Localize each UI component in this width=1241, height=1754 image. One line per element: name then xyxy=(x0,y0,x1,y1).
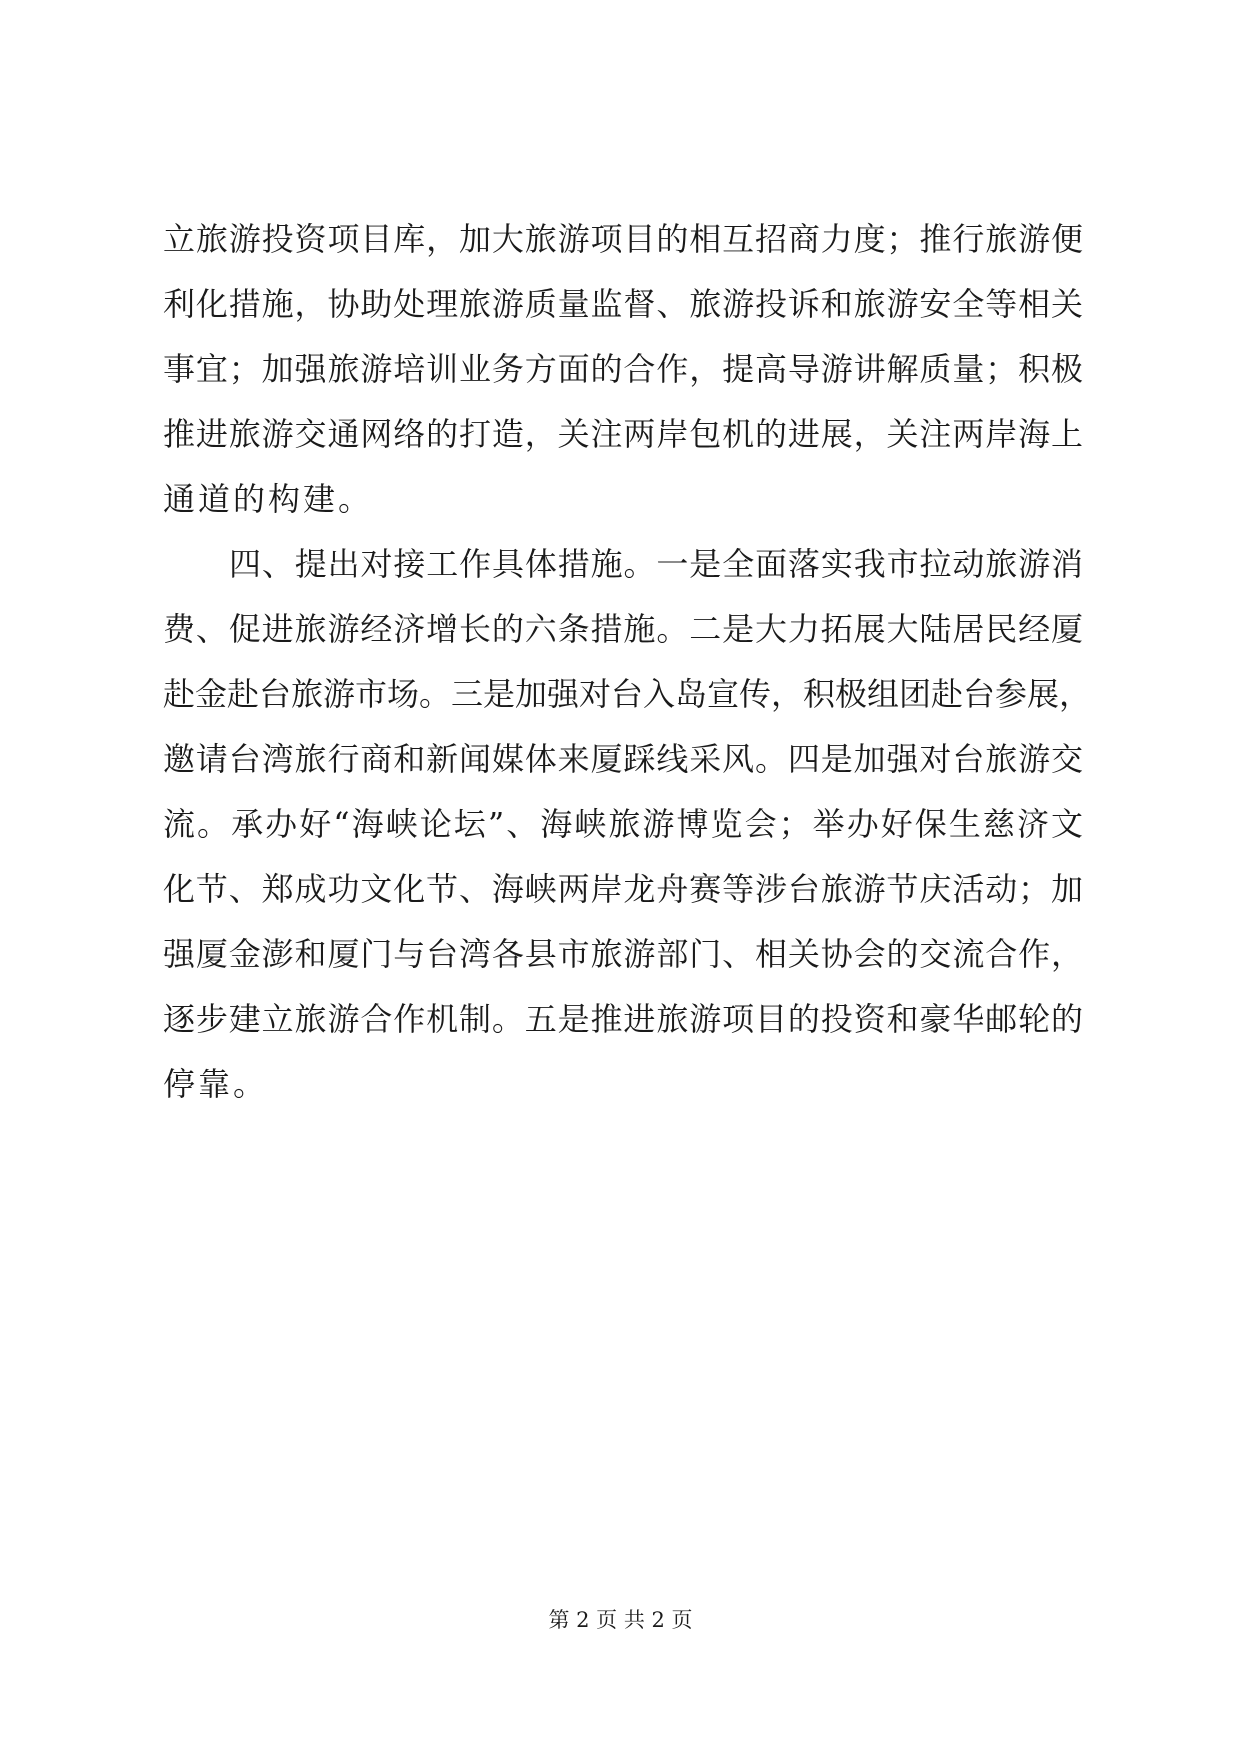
text-line: 立旅游投资项目库，加大旅游项目的相互招商力度；推行旅游便 xyxy=(163,220,1083,258)
page-number-footer: 第 2 页 共 2 页 xyxy=(548,1608,693,1632)
text-line: 推进旅游交通网络的打造，关注两岸包机的进展，关注两岸海上 xyxy=(163,415,1083,453)
text-line: 强厦金澎和厦门与台湾各县市旅游部门、相关协会的交流合作， xyxy=(163,935,1083,973)
text-line: 通道的构建。 xyxy=(163,480,374,518)
text-line: 利化措施，协助处理旅游质量监督、旅游投诉和旅游安全等相关 xyxy=(163,285,1083,323)
text-line: 化节、郑成功文化节、海峡两岸龙舟赛等涉台旅游节庆活动；加 xyxy=(163,870,1083,908)
paragraph-1 xyxy=(163,207,1083,532)
text-line: 停靠。 xyxy=(163,1065,269,1103)
paragraph-2 xyxy=(163,532,1092,1117)
text-line: 四、提出对接工作具体措施。一是全面落实我市拉动旅游消 xyxy=(229,545,1083,583)
text-line: 事宜；加强旅游培训业务方面的合作，提高导游讲解质量；积极 xyxy=(163,350,1083,388)
text-line: 逐步建立旅游合作机制。五是推进旅游项目的投资和豪华邮轮的 xyxy=(163,1000,1083,1038)
text-line: 赴金赴台旅游市场。三是加强对台入岛宣传，积极组团赴台参展， xyxy=(163,675,1092,713)
text-line: 邀请台湾旅行商和新闻媒体来厦踩线采风。四是加强对台旅游交 xyxy=(163,740,1083,778)
text-line: 流。承办好“海峡论坛”、海峡旅游博览会；举办好保生慈济文 xyxy=(163,805,1083,843)
text-line: 费、促进旅游经济增长的六条措施。二是大力拓展大陆居民经厦 xyxy=(163,610,1083,648)
document-body xyxy=(163,207,1092,1117)
